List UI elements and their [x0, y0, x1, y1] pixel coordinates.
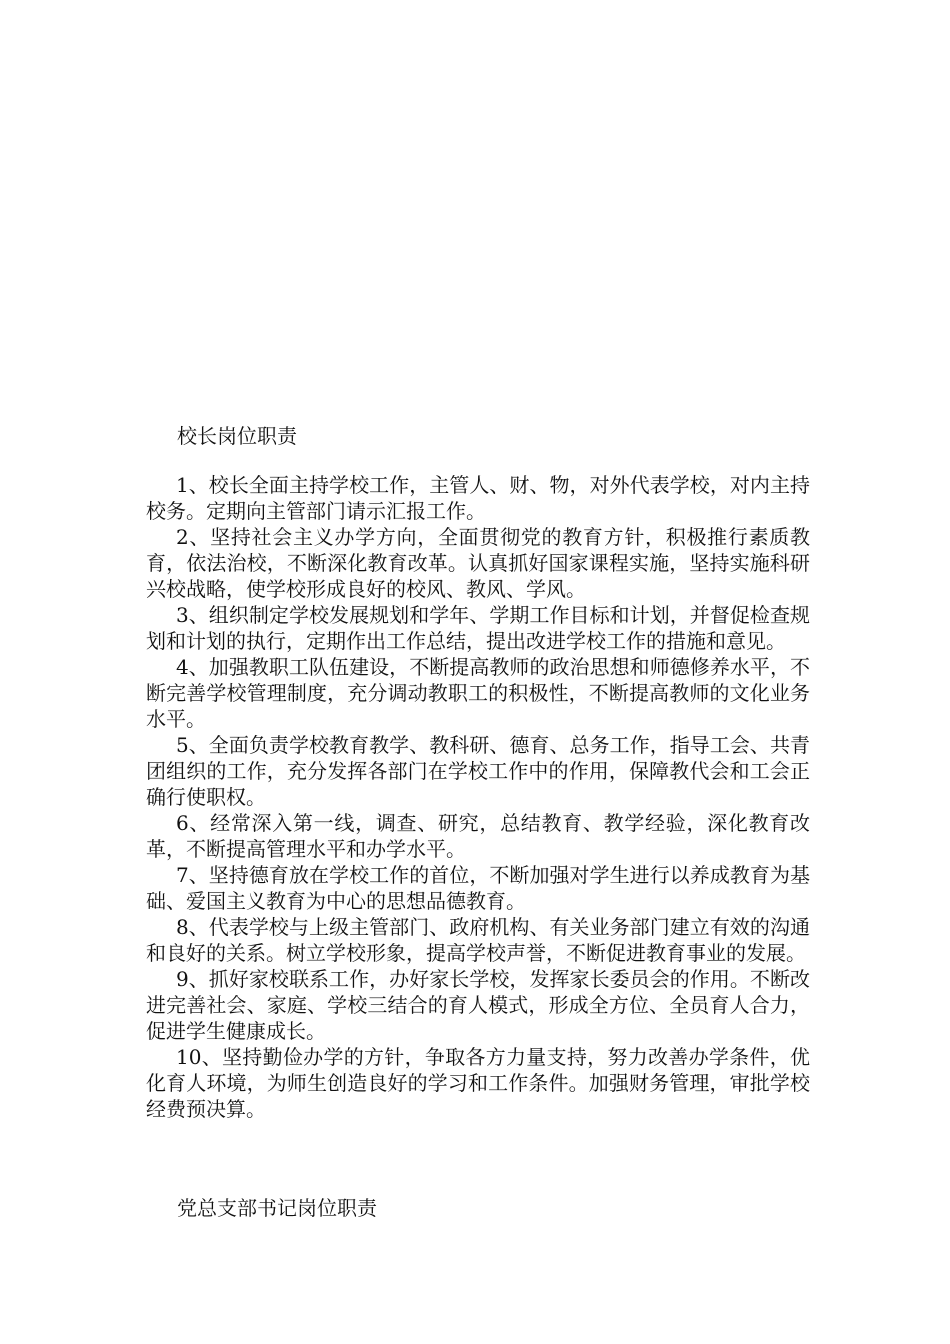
duty-paragraph-6: 6、经常深入第一线，调查、研究，总结教育、教学经验，深化教育改革，不断提高管理水平和办学水平。 — [146, 811, 810, 861]
duty-paragraph-9: 9、抓好家校联系工作，办好家长学校，发挥家长委员会的作用。不断改进完善社会、家庭、学校三结合的育人模式，形成全方位、全员育人合力，促进学生健康成长。 — [146, 967, 810, 1043]
duty-paragraph-4: 4、加强教职工队伍建设，不断提高教师的政治思想和师德修养水平，不断完善学校管理制度，充分调动教职工的积极性，不断提高教师的文化业务水平。 — [146, 655, 810, 731]
duty-paragraph-3: 3、组织制定学校发展规划和学年、学期工作目标和计划，并督促检查规划和计划的执行，定期作出工作总结，提出改进学校工作的措施和意见。 — [146, 603, 810, 653]
principal-duties-body — [146, 472, 810, 1122]
duty-paragraph-5: 5、全面负责学校教育教学、教科研、德育、总务工作，指导工会、共青团组织的工作，充分发挥各部门在学校工作中的作用，保障教代会和工会正确行使职权。 — [146, 733, 810, 809]
section-title-principal-duties: 校长岗位职责 — [177, 424, 297, 448]
duty-paragraph-10: 10、坚持勤俭办学的方针，争取各方力量支持，努力改善办学条件，优化育人环境，为师生创造良好的学习和工作条件。加强财务管理，审批学校经费预决算。 — [146, 1045, 810, 1121]
duty-paragraph-7: 7、坚持德育放在学校工作的首位，不断加强对学生进行以养成教育为基础、爱国主义教育为中心的思想品德教育。 — [146, 863, 810, 913]
section-title-party-secretary-duties: 党总支部书记岗位职责 — [177, 1196, 377, 1220]
duty-paragraph-1: 1、校长全面主持学校工作，主管人、财、物，对外代表学校，对内主持校务。定期向主管部门请示汇报工作。 — [146, 473, 810, 523]
duty-paragraph-2: 2、坚持社会主义办学方向，全面贯彻党的教育方针，积极推行素质教育，依法治校，不断深化教育改革。认真抓好国家课程实施，坚持实施科研兴校战略，使学校形成良好的校风、教风、学风。 — [146, 525, 810, 601]
duty-paragraph-8: 8、代表学校与上级主管部门、政府机构、有关业务部门建立有效的沟通和良好的关系。树立学校形象，提高学校声誉，不断促进教育事业的发展。 — [146, 915, 810, 965]
